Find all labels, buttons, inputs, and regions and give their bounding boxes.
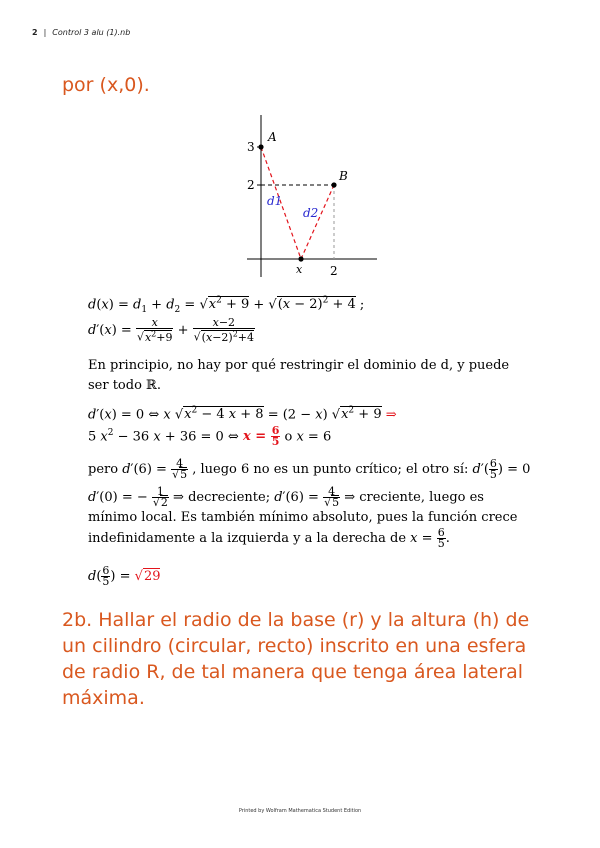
page-number: 2 bbox=[32, 28, 38, 37]
equation-d-definition: $d(x) = d_1 + d_2 = √x^2 + 9 + √(x - 2)^2 + 4$ ; bbox=[88, 296, 365, 315]
tick-y2: 2 bbox=[247, 178, 255, 192]
page-footer: Printed by Wolfram Mathematica Student Edition bbox=[238, 808, 362, 814]
header-separator: | bbox=[43, 28, 47, 37]
label-d1: d1 bbox=[267, 194, 283, 208]
label-x: x bbox=[296, 263, 303, 276]
distance-figure bbox=[235, 107, 400, 282]
point-a bbox=[258, 144, 263, 149]
intro-text: por (x,0). bbox=[62, 74, 150, 96]
label-d2: d2 bbox=[303, 206, 319, 220]
problem-2b-heading: 2b. Hallar el radio de la base (r) y la altura (h) de un cilindro (circular, recto) inscrito en una esfera de radio R, de tal manera que tenga área lateral máxima. bbox=[62, 609, 530, 709]
label-b: B bbox=[339, 169, 348, 183]
label-a: A bbox=[268, 130, 277, 144]
result-line: d( $\frac{6}{5}$ ) = √29 bbox=[88, 564, 161, 588]
page-header bbox=[32, 28, 130, 37]
point-b bbox=[331, 182, 336, 187]
pero-line: pero d′(6) = $\frac{4}{√5}$ , luego 6 no es un punto crítico; el otro sí: d′( $\frac{6}{5}$ ) = 0 bbox=[88, 457, 531, 481]
critical-point-line-2: 5 $x^2 - 36$ x + 36 = 0 ⇔ x = $\frac{6}{5}$ o x = 6 bbox=[88, 424, 332, 449]
monotony-paragraph: d′(0) = − $\frac{1}{√2}$ ⇒ decreciente; d′(6) = $\frac{4}{√5}$ ⇒ creciente, luego es mínimo local. Es también mínimo absoluto, pues la función crece indefinidamente a la izquierda y a la derecha de x = $\frac{6}{5}$ . bbox=[88, 485, 518, 550]
equation-d-prime: d′(x) = $\frac{x}{√x^2+9}$ + $\frac{x-2}{√(x-2)^2+4}$ bbox=[88, 316, 255, 344]
tick-x2: 2 bbox=[330, 264, 338, 278]
domain-paragraph: En principio, no hay por qué restringir el dominio de d, y puede ser todo ℝ. bbox=[88, 358, 510, 393]
critical-point-line-1: d′(x) = 0 ⇔ x $√x^2 - 4$ x + 8 = (2 − x) $√x^2 + 9$ ⇒ bbox=[88, 406, 397, 423]
notebook-filename: Control 3 alu (1).nb bbox=[52, 28, 131, 37]
point-x bbox=[298, 256, 303, 261]
tick-y3: 3 bbox=[247, 140, 255, 154]
segment-d2 bbox=[301, 185, 334, 259]
